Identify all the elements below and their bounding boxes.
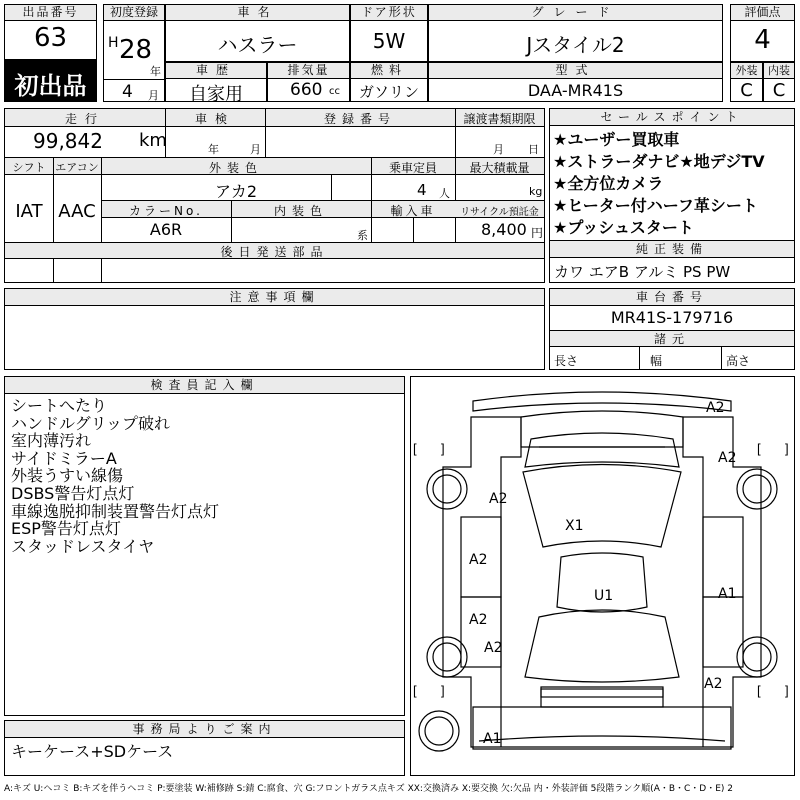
interior-color-label: 内装色 xyxy=(273,204,328,218)
plate-label: 登録番号 xyxy=(323,112,396,126)
inspector-item: 室内薄汚れ xyxy=(11,431,92,451)
capacity-unit: 人 xyxy=(439,187,450,200)
first-listing-badge-box xyxy=(4,60,97,102)
inspector-list xyxy=(11,397,219,555)
exterior-grade-box xyxy=(730,62,763,102)
inspection-month: 月 xyxy=(250,143,261,156)
sales-item: ★ユーザー買取車 xyxy=(553,130,680,149)
recycle: 8,400 xyxy=(481,220,527,239)
score-label: 評価点 xyxy=(731,5,794,21)
displacement-unit: cc xyxy=(329,86,340,97)
first-listing-badge: 初出品 xyxy=(14,72,87,100)
damage-mark: U1 xyxy=(594,588,614,604)
length-label: 長さ xyxy=(554,354,579,368)
later-parts-label: 後日発送部品 xyxy=(220,245,329,259)
capacity: 4 xyxy=(417,181,427,199)
color-label: 外装色 xyxy=(208,161,263,175)
svg-text:[: [ xyxy=(757,441,761,456)
car-diagram-box xyxy=(410,376,795,776)
inspector-item: スタッドレスタイヤ xyxy=(11,536,155,556)
damage-mark: A2 xyxy=(718,450,737,466)
equipment-box xyxy=(549,240,795,283)
capacity-label: 乗車定員 xyxy=(388,161,437,175)
sales-item: ★ストラーダナビ★地デジTV xyxy=(553,152,765,171)
exterior-grade: C xyxy=(740,80,753,101)
inspector-item: ESP警告灯点灯 xyxy=(11,519,121,539)
interior-grade-box xyxy=(763,62,795,102)
damage-mark: A2 xyxy=(489,491,508,507)
office-label: 事務局よりご案内 xyxy=(5,721,404,738)
svg-text:[: [ xyxy=(413,683,417,698)
lot-number: 63 xyxy=(33,23,68,53)
inspector-item: サイドミラーA xyxy=(11,448,117,468)
sales-item: ★プッシュスタート xyxy=(553,218,694,237)
history-box xyxy=(165,62,267,105)
damage-mark: A2 xyxy=(469,552,488,568)
legend: A:キズ U:ヘコミ B:キズを伴うヘコミ P:要塗装 W:補修跡 S:錆 C:腐食、穴 G:フロントガラス点キズ XX:交換済み X:要交換 欠:欠品 内・外装評価 5段階ランク順(A・B・C・D・E) 2 xyxy=(4,784,734,794)
history: 自家用 xyxy=(189,84,243,105)
doc-deadline-label: 譲渡書類期限 xyxy=(463,112,536,126)
office-box xyxy=(4,720,405,776)
equipment-value: カワ エアB アルミ PS PW xyxy=(554,263,731,281)
inspector-item: 車線逸脱抑制装置警告灯点灯 xyxy=(11,501,220,521)
reg-year: 28 xyxy=(119,35,153,65)
fuel: ガソリン xyxy=(358,83,419,101)
inspector-item: DSBS警告灯点灯 xyxy=(11,483,135,503)
shift: IAT xyxy=(15,201,43,222)
svg-text:]: ] xyxy=(441,441,445,456)
interior-grade-label: 内装 xyxy=(764,63,794,79)
notes-label: 注意事項欄 xyxy=(5,289,544,306)
score-box xyxy=(730,4,795,62)
shift-label: シフト xyxy=(12,161,46,174)
car-name-box xyxy=(165,4,350,62)
sales-item: ★全方位カメラ xyxy=(553,174,664,193)
fuel-box xyxy=(350,62,428,102)
mileage: 99,842 xyxy=(33,129,103,153)
exterior-grade-label: 外装 xyxy=(731,63,762,79)
grade-box xyxy=(428,4,723,62)
reg-era: H xyxy=(108,35,119,51)
damage-mark: A1 xyxy=(483,731,502,747)
displacement-box xyxy=(267,62,350,102)
model-box xyxy=(428,62,723,102)
color: アカ2 xyxy=(214,182,258,201)
office-value: キーケース+SDケース xyxy=(11,742,174,761)
mileage-unit: km xyxy=(139,130,167,151)
interior-color-unit: 系 xyxy=(357,229,368,242)
recycle-unit: 円 xyxy=(531,226,544,240)
svg-text:]: ] xyxy=(785,441,789,456)
mileage-label: 走行 xyxy=(64,112,105,126)
car-name: ハスラー xyxy=(217,33,298,57)
equipment-label: 純正装備 xyxy=(550,241,794,258)
chassis-number: MR41S-179716 xyxy=(610,308,734,327)
grade: Jスタイル2 xyxy=(526,33,625,57)
load-unit: kg xyxy=(529,185,543,198)
model-label: 型式 xyxy=(429,63,722,79)
svg-text:[: [ xyxy=(757,683,761,698)
door-type: 5W xyxy=(372,29,406,53)
displacement: 660 xyxy=(290,80,323,100)
damage-mark: X1 xyxy=(565,518,584,534)
inspector-item: ハンドルグリップ破れ xyxy=(11,413,171,433)
doc-day: 日 xyxy=(528,143,539,156)
sales-point-label: セールスポイント xyxy=(550,109,794,126)
inspection-year: 年 xyxy=(208,143,219,156)
lot-number-label: 出品番号 xyxy=(5,5,96,21)
fuel-label: 燃料 xyxy=(351,63,427,79)
dims-label: 諸元 xyxy=(550,331,794,347)
history-label: 車歴 xyxy=(166,63,266,79)
svg-text:[: [ xyxy=(413,441,417,456)
reg-year-unit: 年 xyxy=(150,65,161,78)
width-label: 幅 xyxy=(650,354,663,368)
displacement-label: 排気量 xyxy=(268,63,349,79)
interior-grade: C xyxy=(772,80,786,101)
model: DAA-MR41S xyxy=(527,81,624,100)
inspector-item: 外装うすい線傷 xyxy=(11,466,124,486)
score: 4 xyxy=(754,25,771,55)
load-label: 最大積載量 xyxy=(469,161,530,175)
ac: AAC xyxy=(58,201,96,222)
inspector-box xyxy=(4,376,405,716)
reg-month: 4 xyxy=(122,82,133,102)
height-label: 高さ xyxy=(726,354,751,368)
color-no-label: カラーNo. xyxy=(129,204,203,218)
grade-label: グレード xyxy=(429,5,722,21)
damage-mark: A1 xyxy=(718,586,737,602)
lot-number-box xyxy=(4,4,97,60)
ac-label: エアコン xyxy=(55,161,99,174)
sales-point-list xyxy=(553,129,765,239)
svg-text:]: ] xyxy=(441,683,445,698)
damage-mark: A2 xyxy=(469,612,488,628)
vehicle-info-block xyxy=(4,108,545,283)
color-no: A6R xyxy=(149,220,183,239)
damage-mark: A2 xyxy=(484,640,503,656)
sales-item: ★ヒーター付ハーフ革シート xyxy=(553,196,758,215)
damage-mark: A2 xyxy=(704,676,723,692)
notes-box xyxy=(4,288,545,370)
recycle-label: リサイクル預託金 xyxy=(460,207,539,218)
first-registration-box xyxy=(103,4,165,102)
door-box xyxy=(350,4,428,62)
door-label: ドア形状 xyxy=(351,5,427,21)
chassis-label: 車台番号 xyxy=(550,289,794,306)
inspection-label: 車検 xyxy=(194,112,235,126)
sales-point-box xyxy=(549,108,795,258)
first-registration-label: 初度登録 xyxy=(104,5,164,21)
doc-month: 月 xyxy=(493,143,504,156)
damage-mark: A2 xyxy=(706,400,725,416)
svg-text:]: ] xyxy=(785,683,789,698)
car-diagram xyxy=(411,377,794,775)
inspector-label: 検査員記入欄 xyxy=(5,377,404,394)
import-label: 輸入車 xyxy=(390,204,436,218)
chassis-box xyxy=(549,288,795,370)
car-name-label: 車名 xyxy=(166,5,349,21)
reg-month-unit: 月 xyxy=(148,89,159,102)
inspector-item: シートへたり xyxy=(11,396,108,415)
